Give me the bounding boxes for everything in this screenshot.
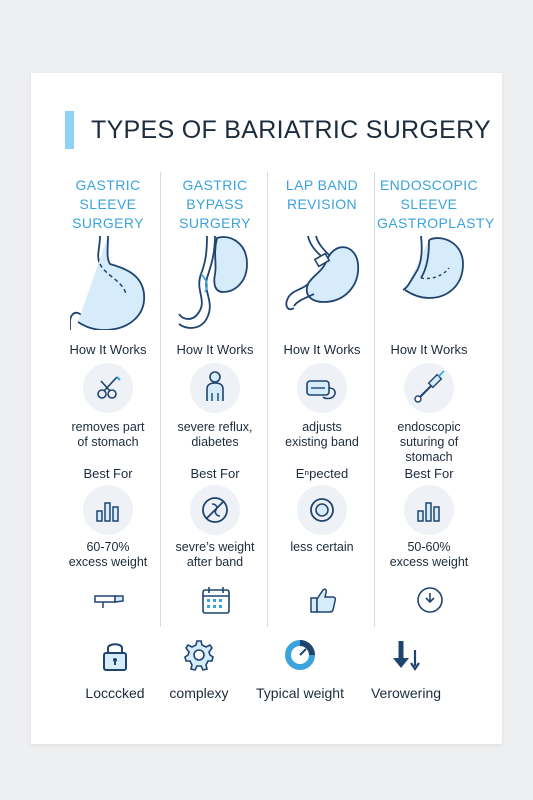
- best-for-text: sevre’s weight after band: [175, 540, 255, 569]
- scissors-icon: [83, 363, 133, 413]
- band-device-icon: [297, 363, 347, 413]
- best-for-heading: Best For: [190, 466, 240, 481]
- how-it-works-text: endoscopic suturing of stomach: [397, 420, 461, 464]
- stomach-band-icon: [284, 234, 360, 330]
- column-gastric-bypass: [163, 170, 267, 630]
- endoscope-icon: [404, 363, 454, 413]
- bar-chart-icon: [83, 485, 133, 535]
- bottom-item-lowering: [346, 638, 466, 708]
- how-it-works-heading: How It Works: [283, 342, 361, 357]
- bottom-label: Verowering: [370, 685, 442, 701]
- how-it-works-heading: How It Works: [176, 342, 254, 357]
- target-icon: [297, 485, 347, 535]
- scalpel-icon: [93, 584, 125, 616]
- how-it-works-text: severe reflux, diabetes: [177, 420, 253, 449]
- gear-icon: [182, 638, 216, 672]
- stomach-bypass-icon: [177, 234, 253, 330]
- expected-heading: Eⁿpected: [295, 466, 349, 481]
- column-title: GASTRIC SLEEVE SURGERY: [72, 177, 144, 231]
- page-title: TYPES OF BARIATRIC SURGERY: [91, 116, 491, 144]
- person-icon: [190, 363, 240, 413]
- title-accent-bar: [65, 111, 74, 149]
- best-for-text: 60-70% excess weight: [68, 540, 148, 569]
- gauge-icon: [283, 638, 317, 672]
- stomach-endoscopic-icon: [391, 234, 467, 330]
- stomach-sleeve-icon: [70, 234, 146, 330]
- best-for-text: 50-60% excess weight: [389, 540, 469, 569]
- column-gastric-sleeve: [56, 170, 160, 630]
- no-fast-food-icon: [190, 485, 240, 535]
- lock-icon: [98, 638, 132, 672]
- bar-chart-icon: [404, 485, 454, 535]
- thumbs-up-icon: [307, 584, 339, 616]
- column-endoscopic-sleeve: [377, 170, 495, 630]
- bottom-label: complexy: [169, 685, 229, 701]
- expected-text: less certain: [290, 540, 354, 554]
- column-lap-band-revision: [270, 170, 374, 630]
- how-it-works-text: adjusts existing band: [285, 420, 359, 449]
- column-title: ENDOSCOPIC SLEEVE GASTROPLASTY: [377, 177, 495, 231]
- how-it-works-heading: How It Works: [69, 342, 147, 357]
- calendar-icon: [200, 584, 232, 616]
- how-it-works-heading: How It Works: [390, 342, 468, 357]
- best-for-heading: Best For: [404, 466, 454, 481]
- best-for-heading: Best For: [83, 466, 133, 481]
- bottom-label: Locccked: [85, 685, 145, 701]
- column-title: GASTRIC BYPASS SURGERY: [179, 177, 251, 231]
- column-title: LAP BAND REVISION: [285, 177, 359, 212]
- how-it-works-text: removes part of stomach: [71, 420, 145, 449]
- bottom-label: Typical weight: [256, 685, 344, 701]
- clock-icon: [414, 584, 446, 616]
- arrows-down-icon: [389, 638, 423, 672]
